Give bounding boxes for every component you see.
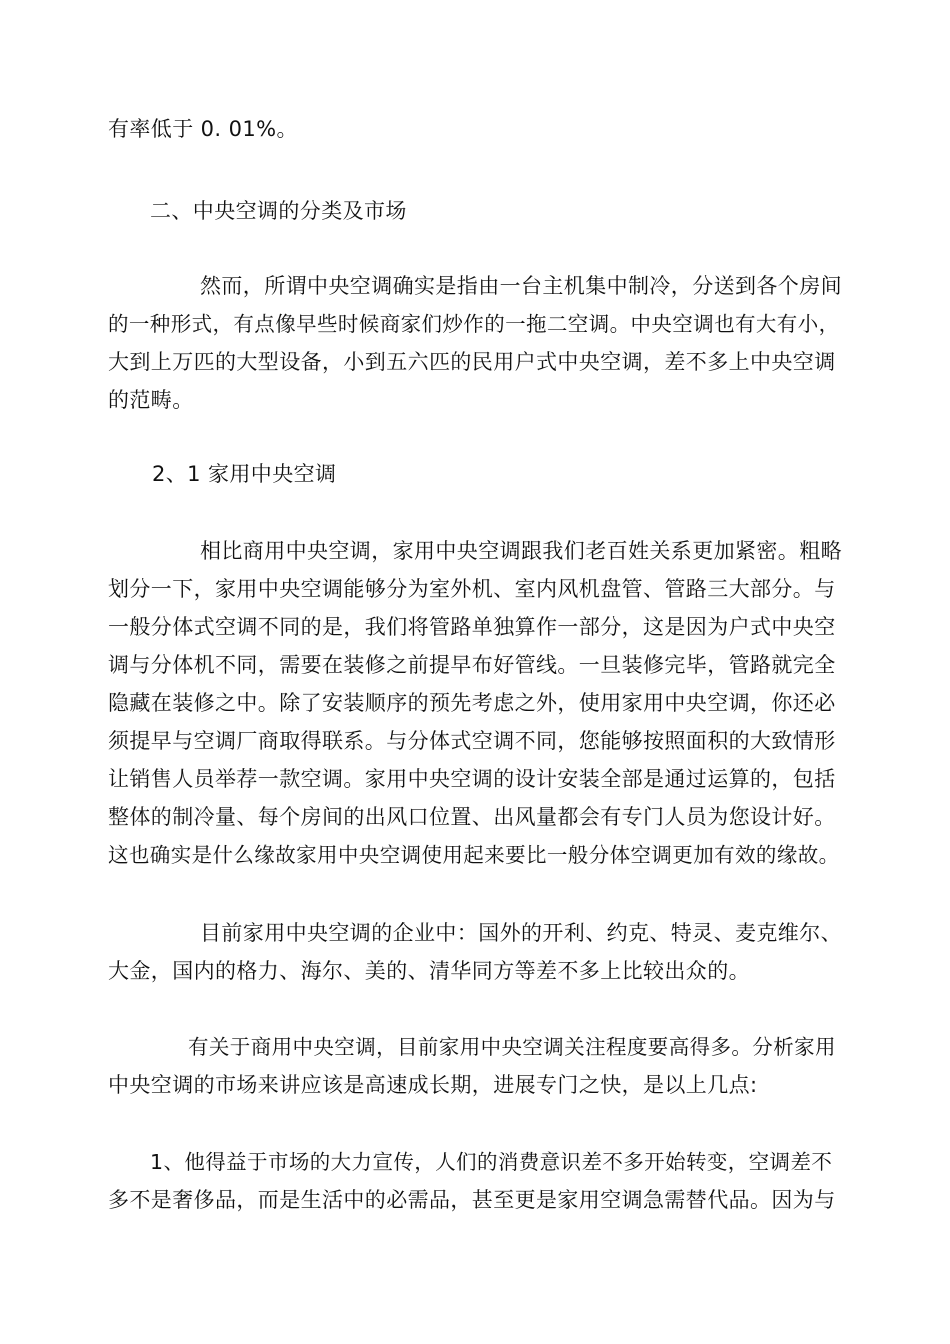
paragraph-line: 大到上万匹的大型设备，小到五六匹的民用户式中央空调，差不多上中央空调 [108,350,836,374]
paragraph-line: 然而，所谓中央空调确实是指由一台主机集中制冷，分送到各个房间 [200,274,842,298]
paragraph-line: 中央空调的市场来讲应该是高速成长期，进展专门之快，是以上几点: [108,1073,758,1097]
paragraph-line: 划分一下，家用中央空调能够分为室外机、室内风机盘管、管路三大部分。与 [108,577,836,601]
paragraph-line: 让销售人员举荐一款空调。家用中央空调的设计安装全部是通过运算的，包括 [108,767,836,791]
section-heading: 二、中央空调的分类及市场 [150,199,407,223]
subsection-heading: 2、1 家用中央空调 [152,462,337,486]
paragraph-line: 一般分体式空调不同的是，我们将管路单独算作一部分，这是因为户式中央空 [108,615,836,639]
paragraph-line: 目前家用中央空调的企业中：国外的开利、约克、特灵、麦克维尔、 [200,921,842,945]
paragraph-line: 1、他得益于市场的大力宣传，人们的消费意识差不多开始转变，空调差不 [150,1150,833,1174]
paragraph-line: 调与分体机不同，需要在装修之前提早布好管线。一旦装修完毕，管路就完全 [108,653,836,677]
paragraph-line: 有率低于 0. 01%。 [108,117,298,141]
paragraph-line: 多不是奢侈品，而是生活中的必需品，甚至更是家用空调急需替代品。因为与 [108,1188,836,1212]
paragraph-line: 相比商用中央空调，家用中央空调跟我们老百姓关系更加紧密。粗略 [200,539,842,563]
paragraph-line: 有关于商用中央空调，目前家用中央空调关注程度要高得多。分析家用 [188,1035,836,1059]
paragraph-line: 这也确实是什么缘故家用中央空调使用起来要比一般分体空调更加有效的缘故。 [108,843,840,867]
paragraph-line: 的一种形式，有点像早些时候商家们炒作的一拖二空调。中央空调也有大有小， [108,312,840,336]
paragraph-line: 的范畴。 [108,388,194,412]
paragraph-line: 隐藏在装修之中。除了安装顺序的预先考虑之外，使用家用中央空调，你还必 [108,691,836,715]
paragraph-line: 整体的制冷量、每个房间的出风口位置、出风量都会有专门人员为您设计好。 [108,805,836,829]
paragraph-line: 大金，国内的格力、海尔、美的、清华同方等差不多上比较出众的。 [108,959,750,983]
paragraph-line: 须提早与空调厂商取得联系。与分体式空调不同，您能够按照面积的大致情形 [108,729,836,753]
